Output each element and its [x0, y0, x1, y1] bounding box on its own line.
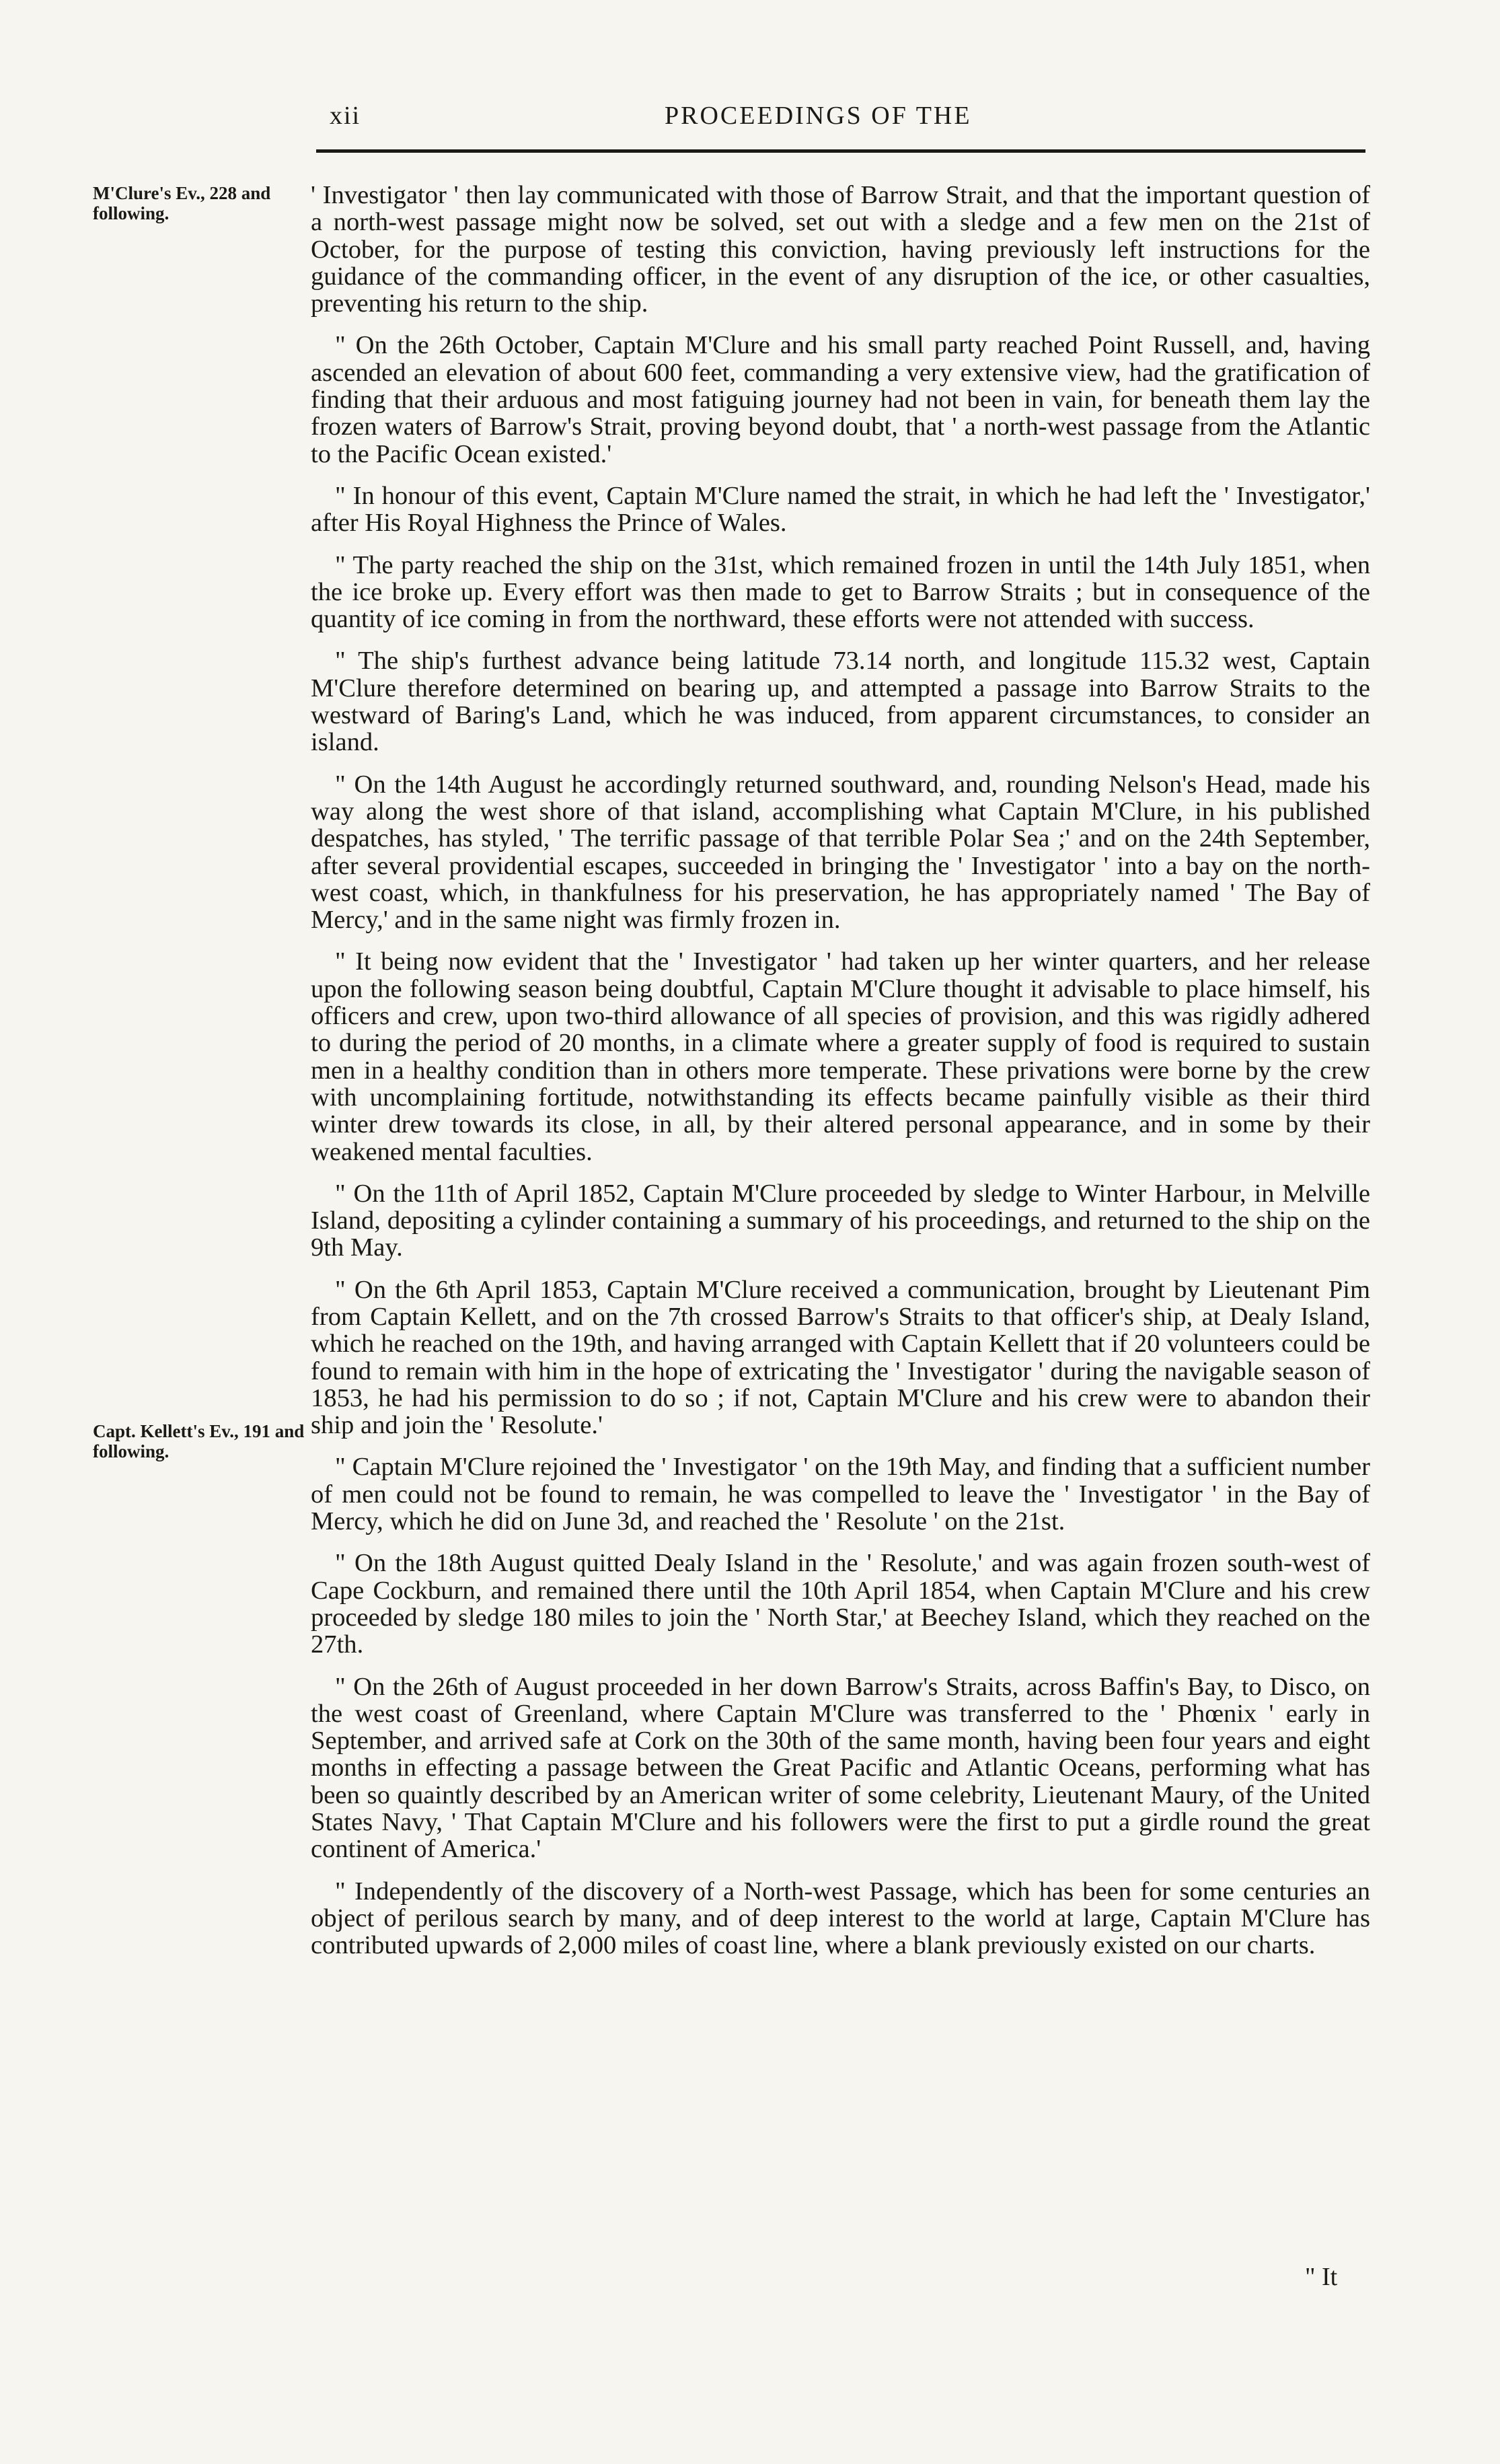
paragraph: " The ship's furthest advance being latitude 73.14 north, and longitude 115.32 west, Captain M'Clure therefore determined on bearing up, and attempted a passage into Barrow Straits to the westward of Baring's Land, which he was induced, from apparent circumstances, to consider an island.: [311, 647, 1370, 757]
paragraph: " It being now evident that the ' Investigator ' had taken up her winter quarters, and her release upon the following season being doubtful, Captain M'Clure thought it advisable to place himself, his officers and crew, upon two-third allowance of all species of provision, and this was rigidly adhered to during the period of 20 months, in a climate where a greater supply of food is required to sustain men in a healthy condition than in others more temperate. These privations were borne by the crew with uncomplaining fortitude, notwithstanding its effects became painfully visible as their third winter drew towards its close, in all, by their altered personal appearance, and in some by their weakened mental faculties.: [311, 947, 1370, 1166]
paragraph: " On the 26th of August proceeded in her down Barrow's Straits, across Baffin's Bay, to Disco, on the west coast of Greenland, where Captain M'Clure was transferred to the ' Phœnix ' early in September, and arrived safe at Cork on the 30th of the same month, having been four years and eight months in effecting a passage between the Great Pacific and Atlantic Oceans, performing what has been so quaintly described by an American writer of some celebrity, Lieutenant Maury, of the United States Navy, ' That Captain M'Clure and his followers were the first to put a girdle round the great continent of America.': [311, 1672, 1370, 1864]
paragraph: " The party reached the ship on the 31st, which remained frozen in until the 14th July 1851, when the ice broke up. Every effort was then made to get to Barrow Straits ; but in consequence of the quantity of ice coming in from the northward, these efforts were not attended with success.: [311, 550, 1370, 634]
paragraph: " On the 14th August he accordingly returned southward, and, rounding Nelson's Head, made his way along the west shore of that island, accomplishing what Captain M'Clure, in his published despatches, has styled, ' The terrific passage of that terrible Polar Sea ;' and on the 24th September, after several providential escapes, succeeded in bringing the ' Investigator ' into a bay on the north-west coast, which, in thankfulness for his preservation, he has appropriately named ' The Bay of Mercy,' and in the same night was firmly frozen in.: [311, 770, 1370, 935]
catchword: " It: [1305, 2263, 1338, 2291]
paragraph: " Independently of the discovery of a North-west Passage, which has been for some centuries an object of perilous search by many, and of deep interest to the world at large, Captain M'Clure has contributed upwards of 2,000 miles of coast line, where a blank previously existed on our charts.: [311, 1877, 1370, 1960]
paragraph: " Captain M'Clure rejoined the ' Investigator ' on the 19th May, and finding that a sufficient number of men could not be found to remain, he was compelled to leave the ' Investigator ' in the Bay of Mercy, which he did on June 3d, and reached the ' Resolute ' on the 21st.: [311, 1453, 1370, 1536]
paragraph: " On the 26th October, Captain M'Clure and his small party reached Point Russell, and, having ascended an elevation of about 600 feet, commanding a very extensive view, had the gratification of finding that their arduous and most fatiguing journey had not been in vain, for beneath them lay the frozen waters of Barrow's Strait, proving beyond doubt, that ' a north-west passage from the Atlantic to the Pacific Ocean existed.': [311, 331, 1370, 468]
paragraph: ' Investigator ' then lay communicated with those of Barrow Strait, and that the important question of a north-west passage might now be solved, set out with a sledge and a few men on the 21st of October, for the purpose of testing this conviction, having previously left instructions for the guidance of the commanding officer, in the event of any disruption of the ice, or other casualties, preventing his return to the ship.: [311, 181, 1370, 318]
page-header: [316, 101, 1365, 141]
margin-note-kellett-evidence: Capt. Kellett's Ev., 191 and following.: [93, 1421, 305, 1461]
body-text: [311, 182, 1370, 1974]
margin-note-mclure-evidence: M'Clure's Ev., 228 and following.: [93, 183, 271, 223]
paragraph: " On the 18th August quitted Dealy Island in the ' Resolute,' and was again frozen south-west of Cape Cockburn, and remained there until the 10th April 1854, when Captain M'Clure and his crew proceeded by sledge 180 miles to join the ' North Star,' at Beechey Island, which they reached on the 27th.: [311, 1549, 1370, 1659]
paragraph: " In honour of this event, Captain M'Clure named the strait, in which he had left the ' Investigator,' after His Royal Highness the Prince of Wales.: [311, 481, 1370, 538]
paragraph: " On the 11th of April 1852, Captain M'Clure proceeded by sledge to Winter Harbour, in Melville Island, depositing a cylinder containing a summary of his proceedings, and returned to the ship on the 9th May.: [311, 1179, 1370, 1262]
running-head: PROCEEDINGS OF THE: [665, 102, 972, 130]
page-number: xii: [330, 102, 361, 130]
paragraph: " On the 6th April 1853, Captain M'Clure received a communication, brought by Lieutenant Pim from Captain Kellett, and on the 7th crossed Barrow's Straits to that officer's ship, at Dealy Island, which he reached on the 19th, and having arranged with Captain Kellett that if 20 volunteers could be found to remain with him in the hope of extricating the ' Investigator ' during the navigable season of 1853, he had his permission to do so ; if not, Captain M'Clure and his crew were to abandon their ship and join the ' Resolute.': [311, 1275, 1370, 1440]
header-rule: [316, 149, 1365, 153]
